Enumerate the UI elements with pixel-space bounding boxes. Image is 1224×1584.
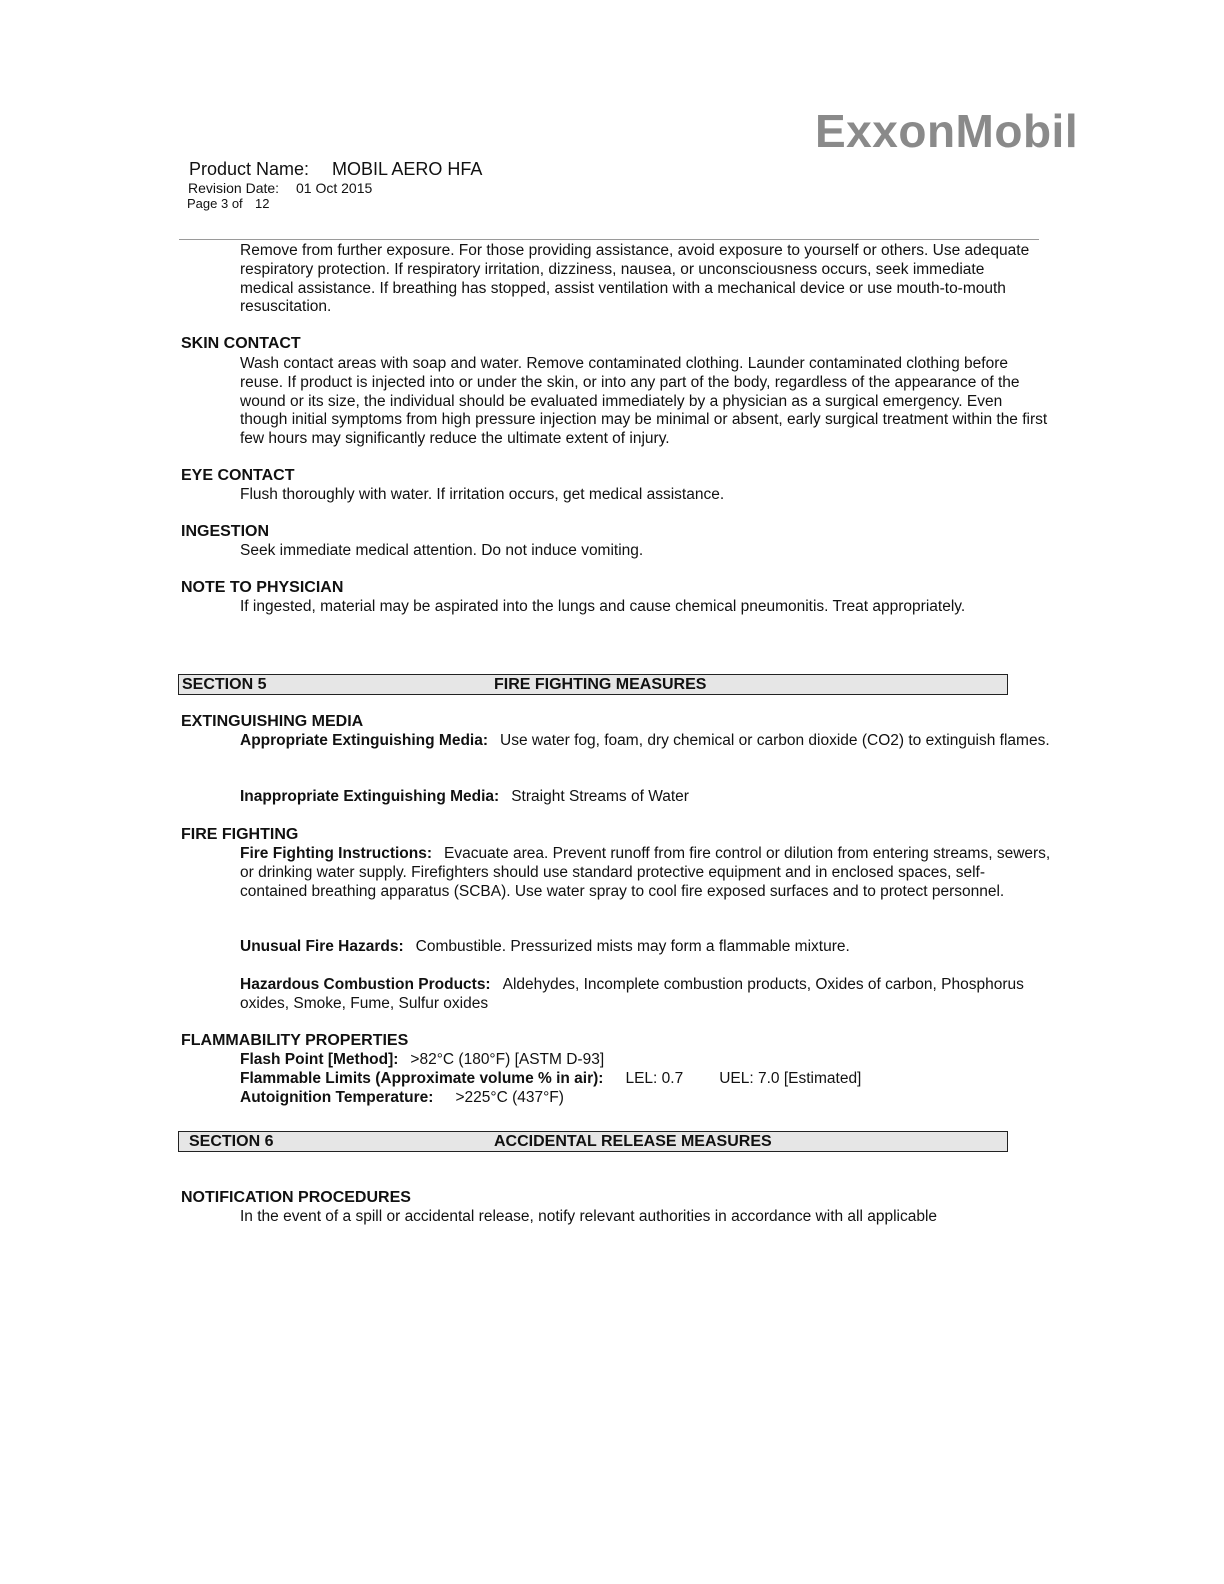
ingestion-heading: INGESTION	[181, 523, 270, 540]
page-label: Page 3 of	[187, 196, 243, 211]
skin-contact-text: Wash contact areas with soap and water. Remove contaminated clothing. Launder contaminated clothing before reuse. If product is injected into or under the skin, or into any part of the body, regardless of the appearance of the wound or its size, the individual should be evaluated immediately by a physician as a surgical emergency. Even though initial symptoms from high pressure injection may be minimal or absent, early surgical treatment within the first few hours may significantly reduce the ultimate extent of injury.	[240, 355, 1048, 448]
autoignition-temperature	[240, 1089, 1048, 1108]
flash-point	[240, 1051, 1048, 1070]
fire-fighting-instructions-value: Evacuate area. Prevent runoff from fire control or dilution from entering streams, sewers, or drinking water supply. Firefighters should use standard protective equipment and in enclosed spaces, self-contained breathing apparatus (SCBA). Use water spray to cool fire exposed surfaces and to protect personnel.	[240, 845, 1051, 900]
eye-contact-heading: EYE CONTACT	[181, 467, 295, 484]
unusual-fire-hazards-value: Combustible. Pressurized mists may form a flammable mixture.	[415, 938, 850, 955]
lel-value: LEL: 0.7	[625, 1070, 684, 1087]
notification-procedures-heading: NOTIFICATION PROCEDURES	[181, 1189, 411, 1206]
unusual-fire-hazards-label: Unusual Fire Hazards:	[240, 938, 404, 955]
eye-contact-text: Flush thoroughly with water. If irritation occurs, get medical assistance.	[240, 486, 725, 503]
unusual-fire-hazards	[240, 938, 1048, 957]
fire-fighting-heading: FIRE FIGHTING	[181, 826, 299, 843]
header-divider	[179, 239, 1039, 240]
appropriate-media-value: Use water fog, foam, dry chemical or carbon dioxide (CO2) to extinguish flames.	[500, 732, 1050, 749]
inappropriate-media-value: Straight Streams of Water	[511, 788, 689, 805]
notification-procedures-text: In the event of a spill or accidental release, notify relevant authorities in accordance with all applicable	[240, 1208, 938, 1225]
hazardous-combustion-label: Hazardous Combustion Products:	[240, 976, 491, 993]
product-name-label: Product Name:	[189, 159, 310, 179]
product-name-value: MOBIL AERO HFA	[332, 159, 483, 179]
hazardous-combustion-products	[240, 976, 1030, 1014]
fire-fighting-instructions-label: Fire Fighting Instructions:	[240, 845, 433, 862]
section-6-header	[178, 1131, 1008, 1152]
section-5-header	[178, 674, 1008, 695]
ingestion-text: Seek immediate medical attention. Do not induce vomiting.	[240, 542, 644, 559]
section-5-title: FIRE FIGHTING MEASURES	[494, 676, 707, 693]
revision-date-value: 01 Oct 2015	[296, 180, 373, 196]
appropriate-media-label: Appropriate Extinguishing Media:	[240, 732, 489, 749]
note-to-physician-text: If ingested, material may be aspirated into the lungs and cause chemical pneumonitis. Treat appropriately.	[240, 598, 966, 615]
appropriate-media	[240, 732, 1050, 751]
skin-contact-heading: SKIN CONTACT	[181, 335, 301, 352]
extinguishing-media-heading: EXTINGUISHING MEDIA	[181, 713, 364, 730]
autoignition-value: >225°C (437°F)	[455, 1089, 564, 1106]
note-to-physician-heading: NOTE TO PHYSICIAN	[181, 579, 344, 596]
inhalation-text: Remove from further exposure. For those providing assistance, avoid exposure to yourself or others. Use adequate respiratory protection. If respiratory irritation, dizziness, nausea, or unconsciousness occurs, seek immediate medical assistance. If breathing has stopped, assist ventilation with a mechanical device or use mouth-to-mouth resuscitation.	[240, 242, 1030, 316]
flammable-limits-label: Flammable Limits (Approximate volume % in air):	[240, 1070, 604, 1087]
fire-fighting-instructions	[240, 845, 1052, 901]
section-6-number: SECTION 6	[189, 1133, 274, 1150]
flash-point-value: >82°C (180°F) [ASTM D-93]	[410, 1051, 605, 1068]
section-6-title: ACCIDENTAL RELEASE MEASURES	[494, 1133, 772, 1150]
section-5-number: SECTION 5	[182, 676, 267, 693]
page-total: 12	[255, 196, 270, 211]
flash-point-label: Flash Point [Method]:	[240, 1051, 399, 1068]
exxonmobil-logo: ExxonMobil	[815, 105, 1079, 157]
inappropriate-media-label: Inappropriate Extinguishing Media:	[240, 788, 500, 805]
inappropriate-media	[240, 788, 1048, 807]
flammable-limits	[240, 1070, 1048, 1089]
revision-date-label: Revision Date:	[188, 180, 280, 196]
hazardous-combustion-value: Aldehydes, Incomplete combustion products, Oxides of carbon, Phosphorus oxides, Smoke, Fume, Sulfur oxides	[240, 976, 1024, 1012]
uel-value: UEL: 7.0 [Estimated]	[719, 1070, 862, 1087]
flammability-properties-heading: FLAMMABILITY PROPERTIES	[181, 1032, 409, 1049]
autoignition-label: Autoignition Temperature:	[240, 1089, 434, 1106]
